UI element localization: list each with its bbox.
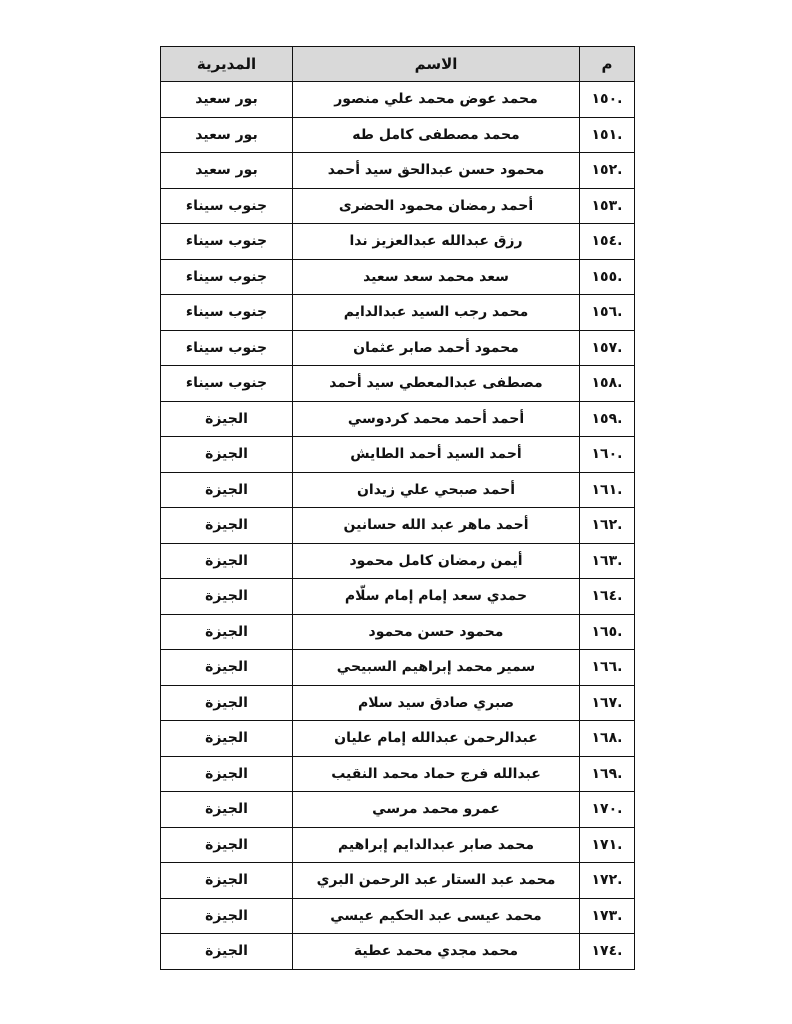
row-name-cell: محمود أحمد صابر عثمان xyxy=(293,330,580,366)
row-name-cell: محمود حسن محمود xyxy=(293,614,580,650)
row-directorate-cell: الجيزة xyxy=(161,827,293,863)
table-row xyxy=(161,721,635,757)
table-row xyxy=(161,472,635,508)
row-number-cell: .١٦٣ xyxy=(580,543,635,579)
row-name-cell: محمد عيسى عبد الحكيم عيسي xyxy=(293,898,580,934)
row-directorate-cell: الجيزة xyxy=(161,543,293,579)
row-directorate-cell: الجيزة xyxy=(161,437,293,473)
row-number-cell: .١٧٠ xyxy=(580,792,635,828)
row-number-cell: .١٧٣ xyxy=(580,898,635,934)
header-number: م xyxy=(580,47,635,82)
row-number-cell: .١٦٨ xyxy=(580,721,635,757)
row-directorate-cell: الجيزة xyxy=(161,650,293,686)
table-row xyxy=(161,224,635,260)
row-name-cell: صبري صادق سيد سلام xyxy=(293,685,580,721)
row-number-cell: .١٥٥ xyxy=(580,259,635,295)
row-number-cell: .١٥٣ xyxy=(580,188,635,224)
row-number-cell: .١٥٢ xyxy=(580,153,635,189)
row-number-cell: .١٥٨ xyxy=(580,366,635,402)
row-name-cell: أحمد رمضان محمود الحضرى xyxy=(293,188,580,224)
row-number-cell: .١٦٢ xyxy=(580,508,635,544)
row-number-cell: .١٦٥ xyxy=(580,614,635,650)
table-row xyxy=(161,437,635,473)
row-number-cell: .١٦٠ xyxy=(580,437,635,473)
table-row xyxy=(161,792,635,828)
row-directorate-cell: جنوب سيناء xyxy=(161,366,293,402)
row-name-cell: سعد محمد سعد سعيد xyxy=(293,259,580,295)
table-row xyxy=(161,898,635,934)
row-directorate-cell: الجيزة xyxy=(161,792,293,828)
row-name-cell: عمرو محمد مرسي xyxy=(293,792,580,828)
table-row xyxy=(161,295,635,331)
row-name-cell: مصطفى عبدالمعطي سيد أحمد xyxy=(293,366,580,402)
row-name-cell: محمد رجب السيد عبدالدايم xyxy=(293,295,580,331)
row-name-cell: محمود حسن عبدالحق سيد أحمد xyxy=(293,153,580,189)
row-name-cell: أحمد السيد أحمد الطايش xyxy=(293,437,580,473)
roster-table xyxy=(160,46,635,970)
row-name-cell: محمد مجدي محمد عطية xyxy=(293,934,580,970)
row-number-cell: .١٧٤ xyxy=(580,934,635,970)
table-row xyxy=(161,827,635,863)
row-directorate-cell: الجيزة xyxy=(161,508,293,544)
table-row xyxy=(161,117,635,153)
row-name-cell: عبدالرحمن عبدالله إمام عليان xyxy=(293,721,580,757)
row-name-cell: محمد عبد الستار عبد الرحمن البري xyxy=(293,863,580,899)
row-number-cell: .١٥٧ xyxy=(580,330,635,366)
row-name-cell: أحمد ماهر عبد الله حسانين xyxy=(293,508,580,544)
table-row xyxy=(161,863,635,899)
row-name-cell: رزق عبدالله عبدالعزيز ندا xyxy=(293,224,580,260)
header-directorate: المديرية xyxy=(161,47,293,82)
table-row xyxy=(161,82,635,118)
row-number-cell: .١٥٦ xyxy=(580,295,635,331)
row-name-cell: عبدالله فرج حماد محمد النقيب xyxy=(293,756,580,792)
row-number-cell: .١٥٩ xyxy=(580,401,635,437)
row-number-cell: .١٥٠ xyxy=(580,82,635,118)
table-row xyxy=(161,153,635,189)
table-row xyxy=(161,188,635,224)
row-directorate-cell: جنوب سيناء xyxy=(161,259,293,295)
table-row xyxy=(161,685,635,721)
row-directorate-cell: بور سعيد xyxy=(161,153,293,189)
table-row xyxy=(161,366,635,402)
table-row xyxy=(161,756,635,792)
table-row xyxy=(161,330,635,366)
row-number-cell: .١٥٤ xyxy=(580,224,635,260)
table-body xyxy=(161,82,635,970)
row-directorate-cell: الجيزة xyxy=(161,898,293,934)
row-directorate-cell: الجيزة xyxy=(161,472,293,508)
header-name: الاسم xyxy=(293,47,580,82)
row-name-cell: حمدي سعد إمام إمام سلّام xyxy=(293,579,580,615)
row-number-cell: .١٦٦ xyxy=(580,650,635,686)
row-directorate-cell: الجيزة xyxy=(161,756,293,792)
table-row xyxy=(161,579,635,615)
row-directorate-cell: الجيزة xyxy=(161,401,293,437)
row-directorate-cell: جنوب سيناء xyxy=(161,188,293,224)
table-row xyxy=(161,259,635,295)
table-row xyxy=(161,650,635,686)
row-number-cell: .١٦٧ xyxy=(580,685,635,721)
row-directorate-cell: بور سعيد xyxy=(161,117,293,153)
row-directorate-cell: الجيزة xyxy=(161,721,293,757)
table-row xyxy=(161,543,635,579)
row-number-cell: .١٦٩ xyxy=(580,756,635,792)
row-name-cell: أيمن رمضان كامل محمود xyxy=(293,543,580,579)
row-name-cell: أحمد صبحي علي زيدان xyxy=(293,472,580,508)
row-number-cell: .١٧١ xyxy=(580,827,635,863)
row-number-cell: .١٦٤ xyxy=(580,579,635,615)
table-row xyxy=(161,614,635,650)
row-number-cell: .١٦١ xyxy=(580,472,635,508)
row-directorate-cell: جنوب سيناء xyxy=(161,330,293,366)
row-directorate-cell: الجيزة xyxy=(161,934,293,970)
row-directorate-cell: الجيزة xyxy=(161,685,293,721)
row-directorate-cell: جنوب سيناء xyxy=(161,224,293,260)
row-name-cell: محمد صابر عبدالدايم إبراهيم xyxy=(293,827,580,863)
table-row xyxy=(161,934,635,970)
row-directorate-cell: الجيزة xyxy=(161,614,293,650)
row-name-cell: محمد مصطفى كامل طه xyxy=(293,117,580,153)
row-number-cell: .١٥١ xyxy=(580,117,635,153)
row-directorate-cell: بور سعيد xyxy=(161,82,293,118)
row-number-cell: .١٧٢ xyxy=(580,863,635,899)
table-row xyxy=(161,401,635,437)
row-directorate-cell: جنوب سيناء xyxy=(161,295,293,331)
row-directorate-cell: الجيزة xyxy=(161,579,293,615)
table-header-row xyxy=(161,47,635,82)
row-directorate-cell: الجيزة xyxy=(161,863,293,899)
table-row xyxy=(161,508,635,544)
row-name-cell: أحمد أحمد محمد كردوسي xyxy=(293,401,580,437)
row-name-cell: سمير محمد إبراهيم السبيحي xyxy=(293,650,580,686)
row-name-cell: محمد عوض محمد علي منصور xyxy=(293,82,580,118)
